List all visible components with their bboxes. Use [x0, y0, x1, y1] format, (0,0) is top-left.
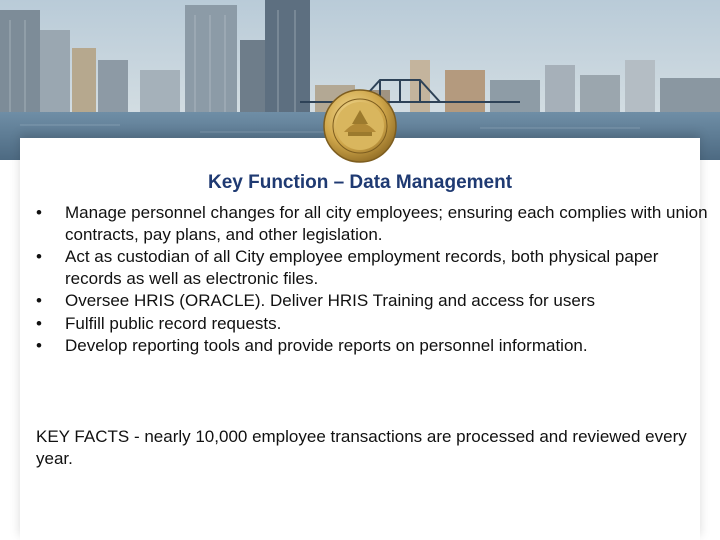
- bullet-item: [36, 313, 716, 335]
- bullet-text: Manage personnel changes for all city employees; ensuring each complies with union contracts, pay plans, and other legislation.: [65, 203, 708, 244]
- key-facts-label: KEY FACTS: [36, 427, 130, 446]
- slide-title: Key Function – Data Management: [207, 172, 513, 193]
- bullet-item: [36, 246, 716, 289]
- bullet-item: [36, 202, 716, 245]
- bullet-item: [36, 335, 716, 357]
- city-seal-logo: [322, 88, 398, 164]
- bullet-marker: •: [36, 313, 42, 333]
- bullet-text: Oversee HRIS (ORACLE). Deliver HRIS Training and access for users: [65, 291, 596, 310]
- bullet-list: [36, 202, 716, 358]
- bullet-item: [36, 290, 716, 312]
- bullet-marker: •: [36, 247, 42, 266]
- bullet-marker: •: [36, 336, 42, 355]
- key-facts-text: - nearly 10,000 employee transactions are processed and reviewed every year.: [36, 427, 687, 468]
- key-facts-paragraph: [36, 426, 696, 469]
- bullet-text: Fulfill public record requests.: [65, 313, 282, 333]
- bullet-text: Develop reporting tools and provide reports on personnel information.: [65, 336, 588, 355]
- bullet-marker: •: [36, 203, 42, 222]
- bullet-marker: •: [36, 291, 42, 310]
- bullet-text: Act as custodian of all City employee employment records, both physical paper records as well as electronic files.: [65, 247, 659, 288]
